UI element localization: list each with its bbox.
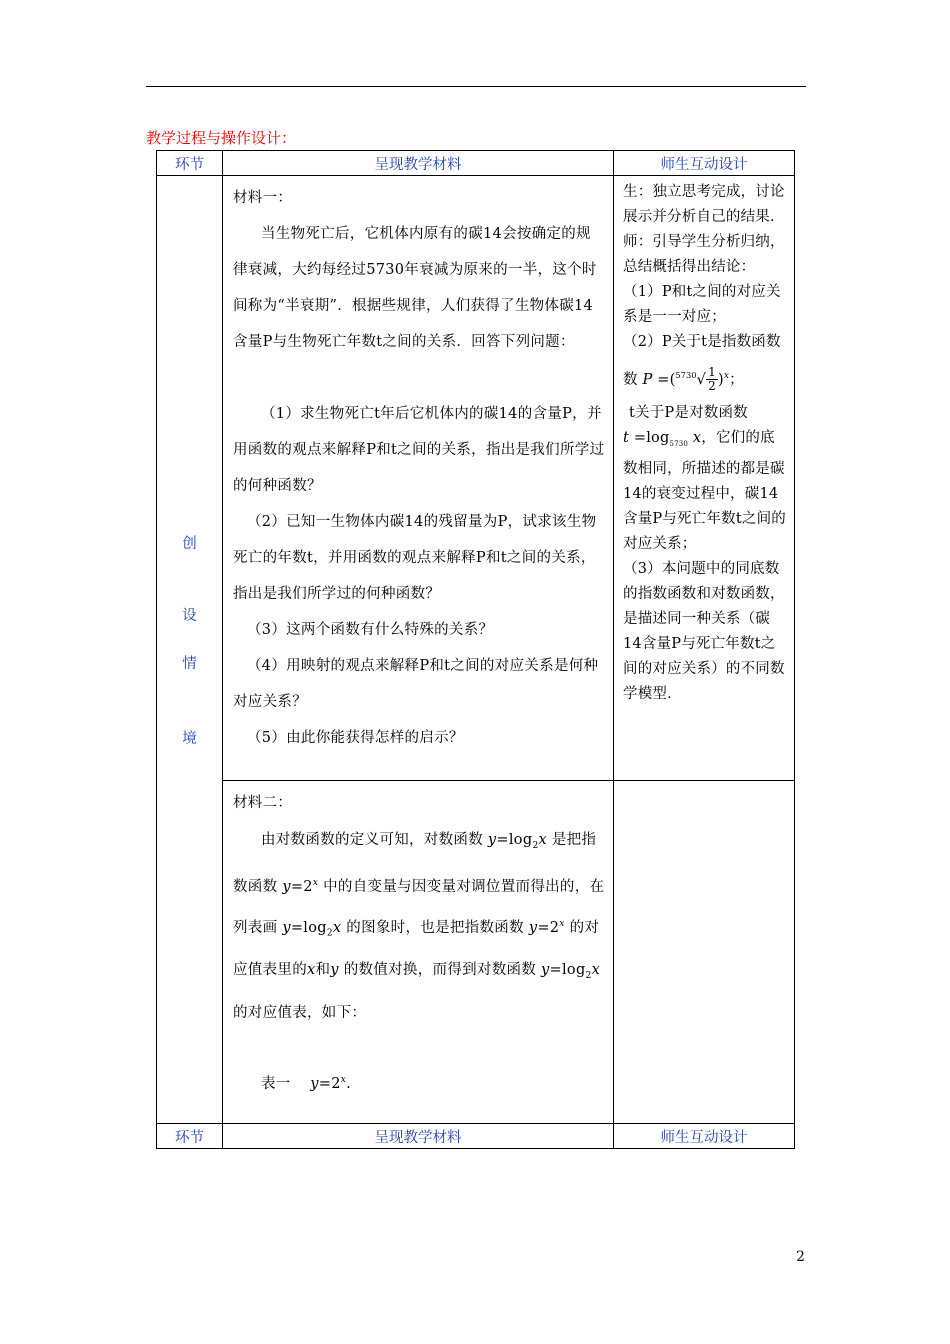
material-two-paragraph: 由对数函数的定义可知，对数函数 $y=\log_2x$ 是把指数函数 $y=2^x$ 中的自变量与因变量对调位置而得出的，在列表画 $y=\log_2x$ 的图象时，也是把指数函数 $y=2^x$ 的对应值表里的x和y 的数值对换，而得到对数函数 $y=\log_2x$ 的对应值表，如下： bbox=[233, 832, 605, 1022]
material-one-paragraph: 当生物死亡后，它机体内原有的碳14会按确定的规律衰减，大约每经过5730年衰减为原来的一半，这个时间称为“半衰期”．根据些规律，人们获得了生物体碳14含量P与生物死亡年数t之间的关系．回答下列问题： bbox=[233, 226, 597, 350]
log-formula: $t =\log_{5730}$ x，它们的底数相同，所描述的都是碳14的衰变过程中，碳14含量P与死亡年数t之间的对应关系； bbox=[623, 429, 786, 552]
exp-formula: 数 P =($^{5730}$√ $\frac{1}{2}$ )$^x$； bbox=[623, 365, 744, 394]
stage-char: 境 bbox=[182, 731, 197, 747]
question-4: （4）用映射的观点来解释P和t之间的对应关系是何种对应关系？ bbox=[233, 658, 599, 710]
conclusion-3: （3）本问题中的同底数的指数函数和对数函数，是描述同一种关系（碳14含量P与死亡年数t之间的对应关系）的不同数学模型． bbox=[623, 560, 785, 702]
conclusion-log-text: t关于P是对数函数 bbox=[629, 404, 748, 421]
table-footer-row bbox=[157, 1124, 795, 1149]
question-2: （2）已知一生物体内碳14的残留量为P，试求该生物死亡的年数t，并用函数的观点来解释P和t之间的关系，指出是我们所学过的何种函数？ bbox=[233, 514, 597, 602]
section-heading: 教学过程与操作设计： bbox=[146, 129, 297, 147]
stage-char: 情 bbox=[182, 656, 197, 672]
col-header-material: 呈现教学材料 bbox=[223, 151, 614, 176]
col-header-material: 呈现教学材料 bbox=[223, 1124, 614, 1149]
table-row bbox=[157, 176, 795, 781]
table-header-row bbox=[157, 151, 795, 176]
table-one-label: 表一 $y=2^x$. bbox=[261, 1075, 352, 1093]
conclusion-2-text: （2）P关于t是指数函数 bbox=[623, 334, 781, 350]
col-header-interaction: 师生互动设计 bbox=[614, 151, 795, 176]
material-one-title: 材料一： bbox=[233, 190, 293, 206]
question-3: （3）这两个函数有什么特殊的关系？ bbox=[247, 622, 494, 638]
lesson-table bbox=[156, 150, 795, 1149]
question-1: （1）求生物死亡t年后它机体内的碳14的含量P，并用函数的观点来解释P和t之间的关系，指出是我们所学过的何种函数？ bbox=[233, 406, 605, 494]
material-one-cell bbox=[223, 176, 614, 781]
conclusion-1: （1）P和t之间的对应关系是一一对应； bbox=[623, 284, 781, 325]
question-5: （5）由此你能获得怎样的启示？ bbox=[247, 730, 464, 746]
header-rule bbox=[146, 86, 806, 87]
interaction-intro: 生：独立思考完成，讨论展示并分析自己的结果．师：引导学生分析归纳，总结概括得出结论： bbox=[623, 184, 785, 275]
interaction-two-cell bbox=[614, 781, 795, 1124]
stage-char: 创 bbox=[182, 536, 197, 552]
interaction-one-cell bbox=[614, 176, 795, 781]
table-row bbox=[157, 781, 795, 1124]
col-header-stage: 环节 bbox=[157, 151, 223, 176]
material-two-title: 材料二： bbox=[233, 795, 293, 811]
material-two-cell bbox=[223, 781, 614, 1124]
stage-char: 设 bbox=[182, 608, 197, 624]
col-header-stage: 环节 bbox=[157, 1124, 223, 1149]
stage-cell bbox=[157, 176, 223, 1124]
col-header-interaction: 师生互动设计 bbox=[614, 1124, 795, 1149]
page-number: 2 bbox=[796, 1249, 805, 1265]
